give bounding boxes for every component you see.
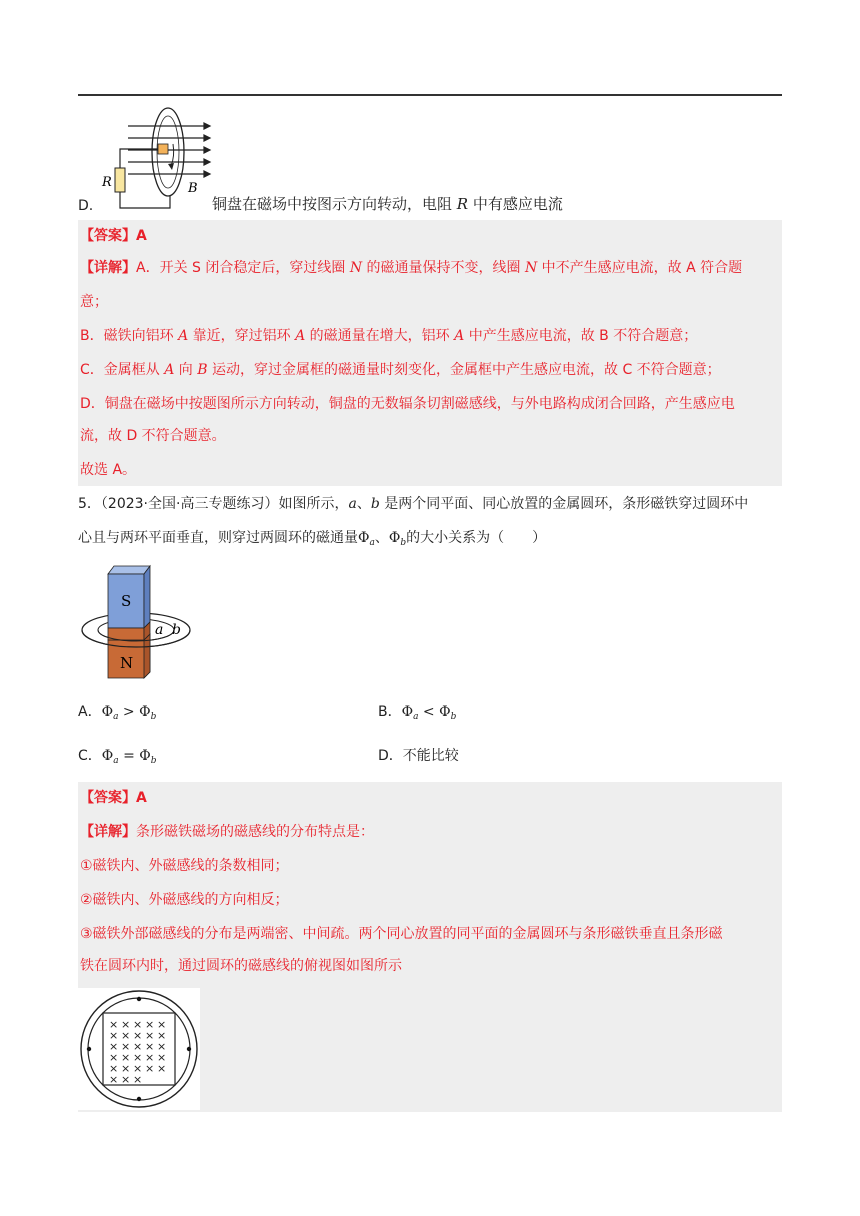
field-cross-mark: ×	[109, 1073, 119, 1086]
option-d-var-r: R	[456, 195, 469, 213]
magnet-label-s: S	[121, 592, 132, 610]
answer-2-point-2: ②磁铁内、外磁感线的方向相反；	[80, 892, 289, 908]
field-cross-mark: ×	[145, 1051, 155, 1064]
answer-1-line-b-4: 中产生感应电流，故 B 不符合题意；	[464, 328, 698, 344]
question-5-var-b: b	[370, 496, 380, 512]
answer-1-var-a1: A	[178, 328, 189, 344]
q5-option-a-op: >	[118, 704, 140, 720]
answer-1-line-a-1: A．开关 S 闭合稳定后，穿过线圈	[136, 260, 350, 276]
answer-1-line-b-2: 靠近，穿过铝环	[188, 328, 296, 344]
field-cross-mark: ×	[145, 1029, 155, 1042]
field-cross-mark: ×	[133, 1029, 143, 1042]
option-d-text-a: 铜盘在磁场中按图示方向转动，电阻	[212, 195, 457, 213]
question-5-sep: 、	[356, 496, 371, 512]
question-5-var-a: a	[348, 496, 357, 512]
q5-option-a-rhs: Φ	[139, 704, 151, 720]
answer-1-var-n: N	[349, 260, 363, 276]
q5-option-a[interactable]	[78, 702, 156, 727]
field-cross-mark: ×	[121, 1073, 131, 1086]
field-cross-mark: ×	[109, 1062, 119, 1075]
q5-option-c[interactable]	[78, 746, 157, 771]
q5-option-d-text: 不能比较	[402, 748, 459, 764]
answer-1-line-b-3: 的磁通量在增大，铝环	[305, 328, 455, 344]
question-5-phi-b	[389, 530, 406, 546]
field-cross-mark: ×	[157, 1029, 167, 1042]
field-cross-mark: ×	[157, 1051, 167, 1064]
field-cross-mark: ×	[121, 1029, 131, 1042]
q5-option-c-lhs: Φ	[101, 748, 114, 764]
magnet-label-n: N	[120, 654, 134, 672]
question-5-line-1	[78, 494, 748, 514]
field-cross-mark: ×	[109, 1029, 119, 1042]
field-cross-mark: ×	[145, 1062, 155, 1075]
q5-option-a-lsub: a	[113, 712, 119, 722]
q5-option-b-rsub: b	[450, 712, 457, 722]
q5-option-b-letter: B．	[378, 704, 402, 720]
answer-block-2	[78, 782, 782, 1112]
q5-option-c-rhs: Φ	[139, 748, 151, 764]
question-5-phi-b-sub: b	[400, 538, 407, 548]
magnet-figure	[78, 562, 198, 682]
answer-2-point-1: ①磁铁内、外磁感线的条数相同；	[80, 858, 289, 874]
q5-option-b-lsub: a	[413, 712, 419, 722]
answer-1-conclusion: 故选 A。	[80, 462, 137, 478]
question-5-source: （2023·全国·高三专题练习）	[100, 496, 279, 512]
question-5-number: 5．	[78, 496, 101, 512]
answer-1-line-a-3: 中不产生感应电流，故 A 符合题	[537, 260, 743, 276]
question-5-phi-b-symbol: Φ	[388, 530, 401, 546]
answer-1-line-a	[80, 258, 742, 278]
field-cross-mark: ×	[109, 1040, 119, 1053]
field-cross-mark: ×	[121, 1062, 131, 1075]
field-cross-mark: ×	[157, 1018, 167, 1031]
field-cross-mark: ×	[121, 1051, 131, 1064]
answer-1-line-a-cont: 意；	[80, 294, 108, 310]
q5-option-a-letter: A．	[78, 704, 102, 720]
answer-1-line-c-1: C．金属框从	[80, 362, 165, 378]
answer-1-detail-label: 【详解】	[80, 260, 136, 276]
q5-option-c-op: =	[118, 748, 140, 764]
answer-block-1	[78, 220, 782, 486]
option-d-text	[212, 194, 563, 214]
field-cross-mark: ×	[121, 1040, 131, 1053]
question-5-line-2-1: 心且与两环平面垂直，则穿过两圆环的磁通量	[78, 530, 358, 546]
field-cross-mark: ×	[133, 1051, 143, 1064]
question-5-phi-a-sub: a	[369, 538, 375, 548]
q5-option-a-rsub: b	[150, 712, 157, 722]
q5-option-a-lhs: Φ	[101, 704, 114, 720]
answer-2-detail	[80, 822, 374, 842]
answer-1-line-b	[80, 326, 697, 346]
answer-1-line-c-3: 运动，穿过金属框的磁通量时刻变化，金属框中产生感应电流，故 C 不符合题意；	[207, 362, 721, 378]
field-cross-mark: ×	[133, 1073, 143, 1086]
answer-2-detail-text: 条形磁铁磁场的磁感线的分布特点是：	[136, 824, 374, 840]
option-d-letter: D.	[78, 198, 94, 214]
answer-2-detail-label: 【详解】	[80, 824, 136, 840]
option-d-text-b: 中有感应电流	[468, 195, 563, 213]
answer-1-line-d-cont: 流，故 D 不符合题意。	[80, 428, 226, 444]
question-5-text-1: 如图所示，	[278, 496, 349, 512]
answer-2-label: 【答案】A	[80, 790, 147, 806]
answer-2-point-3: ③磁铁外部磁感线的分布是两端密、中间疏。两个同心放置的同平面的金属圆环与条形磁铁垂直且条形磁	[80, 926, 723, 942]
q5-option-c-expr	[102, 748, 157, 764]
answer-1-var-a2: A	[295, 328, 306, 344]
q5-option-c-rsub: b	[150, 756, 157, 766]
field-cross-mark: ×	[133, 1018, 143, 1031]
header-rule	[78, 94, 782, 96]
answer-1-label: 【答案】A	[80, 228, 147, 244]
answer-1-line-d: D．铜盘在磁场中按题图所示方向转动，铜盘的无数辐条切割磁感线，与外电路构成闭合回路，产生感应电	[80, 396, 735, 412]
q5-option-b-op: <	[418, 704, 440, 720]
question-5-line-2-2: 的大小关系为（ ）	[406, 530, 547, 546]
q5-option-c-lsub: a	[113, 756, 119, 766]
q5-option-b[interactable]	[378, 702, 456, 727]
answer-1-var-a3: A	[454, 328, 465, 344]
question-5-line-2	[78, 528, 546, 553]
field-cross-mark: ×	[145, 1018, 155, 1031]
q5-option-d[interactable]	[378, 746, 459, 766]
field-cross-mark: ×	[109, 1018, 119, 1031]
q5-option-c-letter: C．	[78, 748, 102, 764]
field-cross-mark: ×	[133, 1040, 143, 1053]
answer-1-var-a4: A	[164, 362, 175, 378]
field-cross-mark: ×	[121, 1018, 131, 1031]
answer-1-line-b-1: B．磁铁向铝环	[80, 328, 179, 344]
question-5-phi-a-symbol: Φ	[358, 530, 370, 546]
q5-option-d-letter: D．	[378, 748, 403, 764]
field-cross-mark: ×	[145, 1040, 155, 1053]
answer-2-point-3-cont: 铁在圆环内时，通过圆环的磁感线的俯视图如图所示	[80, 958, 402, 974]
field-cross-mark: ×	[157, 1040, 167, 1053]
field-cross-mark: ×	[133, 1062, 143, 1075]
figure-label-r: R	[102, 175, 112, 190]
q5-option-a-expr	[102, 704, 157, 720]
question-5-sep-2: 、	[374, 530, 389, 546]
question-5-text-2: 是两个同平面、同心放置的金属圆环，条形磁铁穿过圆环中	[379, 496, 749, 512]
field-top-view-figure	[78, 988, 200, 1110]
option-d-figure	[96, 104, 216, 212]
answer-1-line-c	[80, 360, 721, 380]
answer-1-var-n2: N	[524, 260, 538, 276]
question-5-phi-a	[358, 530, 375, 546]
field-cross-mark: ×	[109, 1051, 119, 1064]
ring-label-a: a	[155, 622, 164, 638]
q5-option-b-rhs: Φ	[439, 704, 451, 720]
q5-option-b-expr	[402, 704, 457, 720]
answer-1-line-a-2: 的磁通量保持不变，线圈	[362, 260, 525, 276]
q5-option-b-lhs: Φ	[401, 704, 414, 720]
ring-label-b: b	[172, 622, 181, 638]
answer-1-line-c-2: 向	[174, 362, 198, 378]
field-cross-mark: ×	[157, 1062, 167, 1075]
answer-1-var-b: B	[197, 362, 208, 378]
figure-label-b: B	[188, 181, 198, 196]
